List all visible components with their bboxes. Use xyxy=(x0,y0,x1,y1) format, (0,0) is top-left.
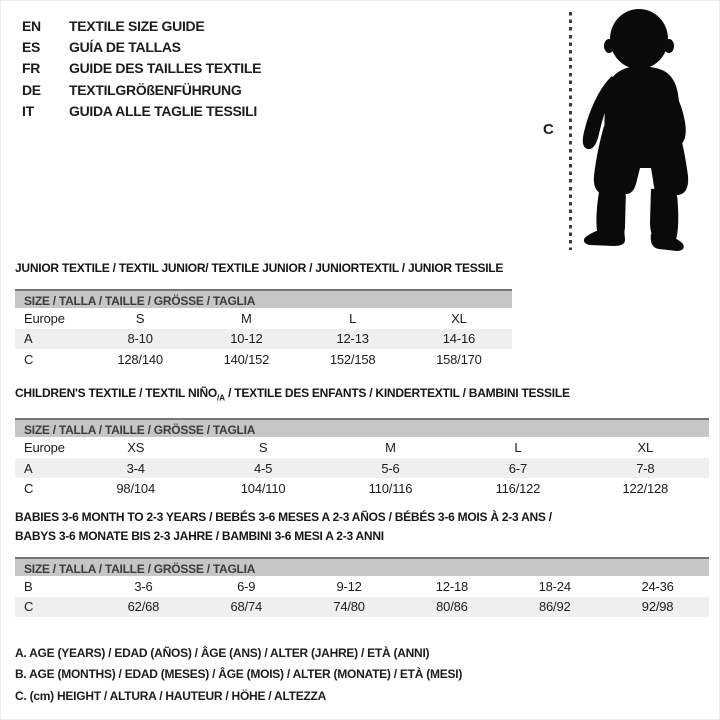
table-row xyxy=(15,597,709,618)
language-row xyxy=(22,36,261,57)
language-code: ES xyxy=(22,39,41,56)
table-header-bar: SIZE / TALLA / TAILLE / GRÖSSE / TAGLIA xyxy=(15,557,709,576)
value-cell: 9-12 xyxy=(336,578,362,594)
size-table xyxy=(15,289,512,370)
language-row xyxy=(22,79,261,100)
value-cell: 6-7 xyxy=(508,460,527,476)
value-cell: 18-24 xyxy=(538,578,571,594)
language-title: GUIDA ALLE TAGLIE TESSILI xyxy=(69,103,257,120)
height-measure-label: C xyxy=(543,121,554,138)
section-title-subscript: /A xyxy=(216,393,225,403)
value-cell: 6-9 xyxy=(237,578,256,594)
section-title: JUNIOR TEXTILE / TEXTIL JUNIOR/ TEXTILE JUNIOR / JUNIORTEXTIL / JUNIOR TESSILE xyxy=(15,261,504,275)
size-section-babies xyxy=(15,508,709,617)
language-row xyxy=(22,58,261,79)
row-label-cell: C xyxy=(24,599,34,615)
table-row xyxy=(15,458,709,479)
value-cell: 158/170 xyxy=(436,351,482,367)
value-cell: 68/74 xyxy=(230,599,263,615)
value-cell: 140/152 xyxy=(223,351,270,367)
value-cell: 3-4 xyxy=(126,460,145,476)
value-cell: 4-5 xyxy=(253,460,273,476)
value-cell: S xyxy=(135,310,145,326)
value-cell: 62/68 xyxy=(127,599,160,615)
language-code: DE xyxy=(22,81,41,98)
row-label-cell: Europe xyxy=(24,310,65,326)
value-cell: 104/110 xyxy=(240,481,286,497)
value-cell: 116/122 xyxy=(495,481,541,497)
height-measure-line xyxy=(569,12,572,250)
value-cell: XS xyxy=(127,440,145,456)
size-section-children xyxy=(15,384,709,499)
value-cell: 80/86 xyxy=(436,599,468,615)
language-row xyxy=(22,15,261,36)
value-cell: 122/128 xyxy=(622,481,669,497)
value-cell: M xyxy=(385,440,396,456)
value-cell: 110/116 xyxy=(368,481,413,497)
toddler-silhouette-icon xyxy=(578,8,706,252)
value-cell: 12-18 xyxy=(435,578,469,594)
value-cell: 152/158 xyxy=(329,351,376,367)
language-title-list xyxy=(22,15,261,122)
note-line: B. AGE (MONTHS) / EDAD (MESES) / ÂGE (MOIS) / ALTER (MONATE) / ETÀ (MESI) xyxy=(15,667,463,682)
table-row xyxy=(15,308,512,329)
value-cell: 7-8 xyxy=(636,460,655,476)
value-cell: 86/92 xyxy=(538,599,571,615)
row-label-cell: Europe xyxy=(24,440,65,456)
language-code: FR xyxy=(22,60,41,77)
note-line: C. (cm) HEIGHT / ALTURA / HAUTEUR / HÖHE / ALTEZZA xyxy=(15,688,327,703)
value-cell: M xyxy=(241,310,252,326)
section-title: CHILDREN'S TEXTILE / TEXTIL $NIÑO_{/A}$ / TEXTILE DES ENFANTS / KINDERTEXTIL / BAMBINI TESSILE xyxy=(15,386,570,403)
value-cell: 92/98 xyxy=(641,599,674,615)
value-cell: 24-36 xyxy=(641,578,674,594)
row-label-cell: A xyxy=(24,331,33,347)
table-row xyxy=(15,437,709,458)
row-label-cell: A xyxy=(24,460,33,476)
note-line: A. AGE (YEARS) / EDAD (AÑOS) / ÂGE (ANS) / ALTER (JAHRE) / ETÀ (ANNI) xyxy=(15,646,430,660)
value-cell: 14-16 xyxy=(442,331,475,347)
size-table xyxy=(15,418,709,499)
value-cell: L xyxy=(349,310,357,326)
value-cell: 74/80 xyxy=(333,599,365,615)
row-label-cell: C xyxy=(24,481,34,497)
value-cell: 128/140 xyxy=(117,351,163,367)
row-label-cell: C xyxy=(24,351,34,367)
value-cell: 8-10 xyxy=(127,331,153,347)
value-cell: 5-6 xyxy=(381,460,400,476)
language-row xyxy=(22,101,261,122)
value-cell: XL xyxy=(451,310,467,326)
section-title: BABIES 3-6 MONTH TO 2-3 YEARS / BEBÉS 3-6 MESES A 2-3 AÑOS / BÉBÉS 3-6 MOIS À 2-3 ANS / BABYS 3-6 MONATE BIS 2-3 JAHRE / BAMBINI 3-6 MESI A 2-3 ANNI xyxy=(15,510,552,543)
size-table xyxy=(15,557,709,617)
size-section-junior xyxy=(15,259,512,370)
value-cell: 10-12 xyxy=(230,331,263,347)
table-header-bar: SIZE / TALLA / TAILLE / GRÖSSE / TAGLIA xyxy=(15,418,709,437)
table-header-bar: SIZE / TALLA / TAILLE / GRÖSSE / TAGLIA xyxy=(15,289,512,308)
row-label-cell: B xyxy=(24,578,33,594)
language-title: TEXTILGRÖßENFÜHRUNG xyxy=(69,81,242,98)
language-title: GUIDE DES TAILLES TEXTILE xyxy=(69,60,262,77)
language-code: IT xyxy=(22,103,34,120)
value-cell: 98/104 xyxy=(116,481,155,497)
value-cell: XL xyxy=(637,440,654,456)
value-cell: S xyxy=(258,440,268,456)
table-row xyxy=(15,576,709,597)
language-code: EN xyxy=(22,17,41,34)
table-row xyxy=(15,329,512,350)
value-cell: L xyxy=(514,440,522,456)
table-row xyxy=(15,478,709,499)
language-title: GUÍA DE TALLAS xyxy=(69,39,181,56)
value-cell: 12-13 xyxy=(336,331,369,347)
table-row xyxy=(15,349,512,370)
value-cell: 3-6 xyxy=(134,578,153,594)
legend-notes xyxy=(15,643,462,707)
language-title: TEXTILE SIZE GUIDE xyxy=(69,17,205,34)
